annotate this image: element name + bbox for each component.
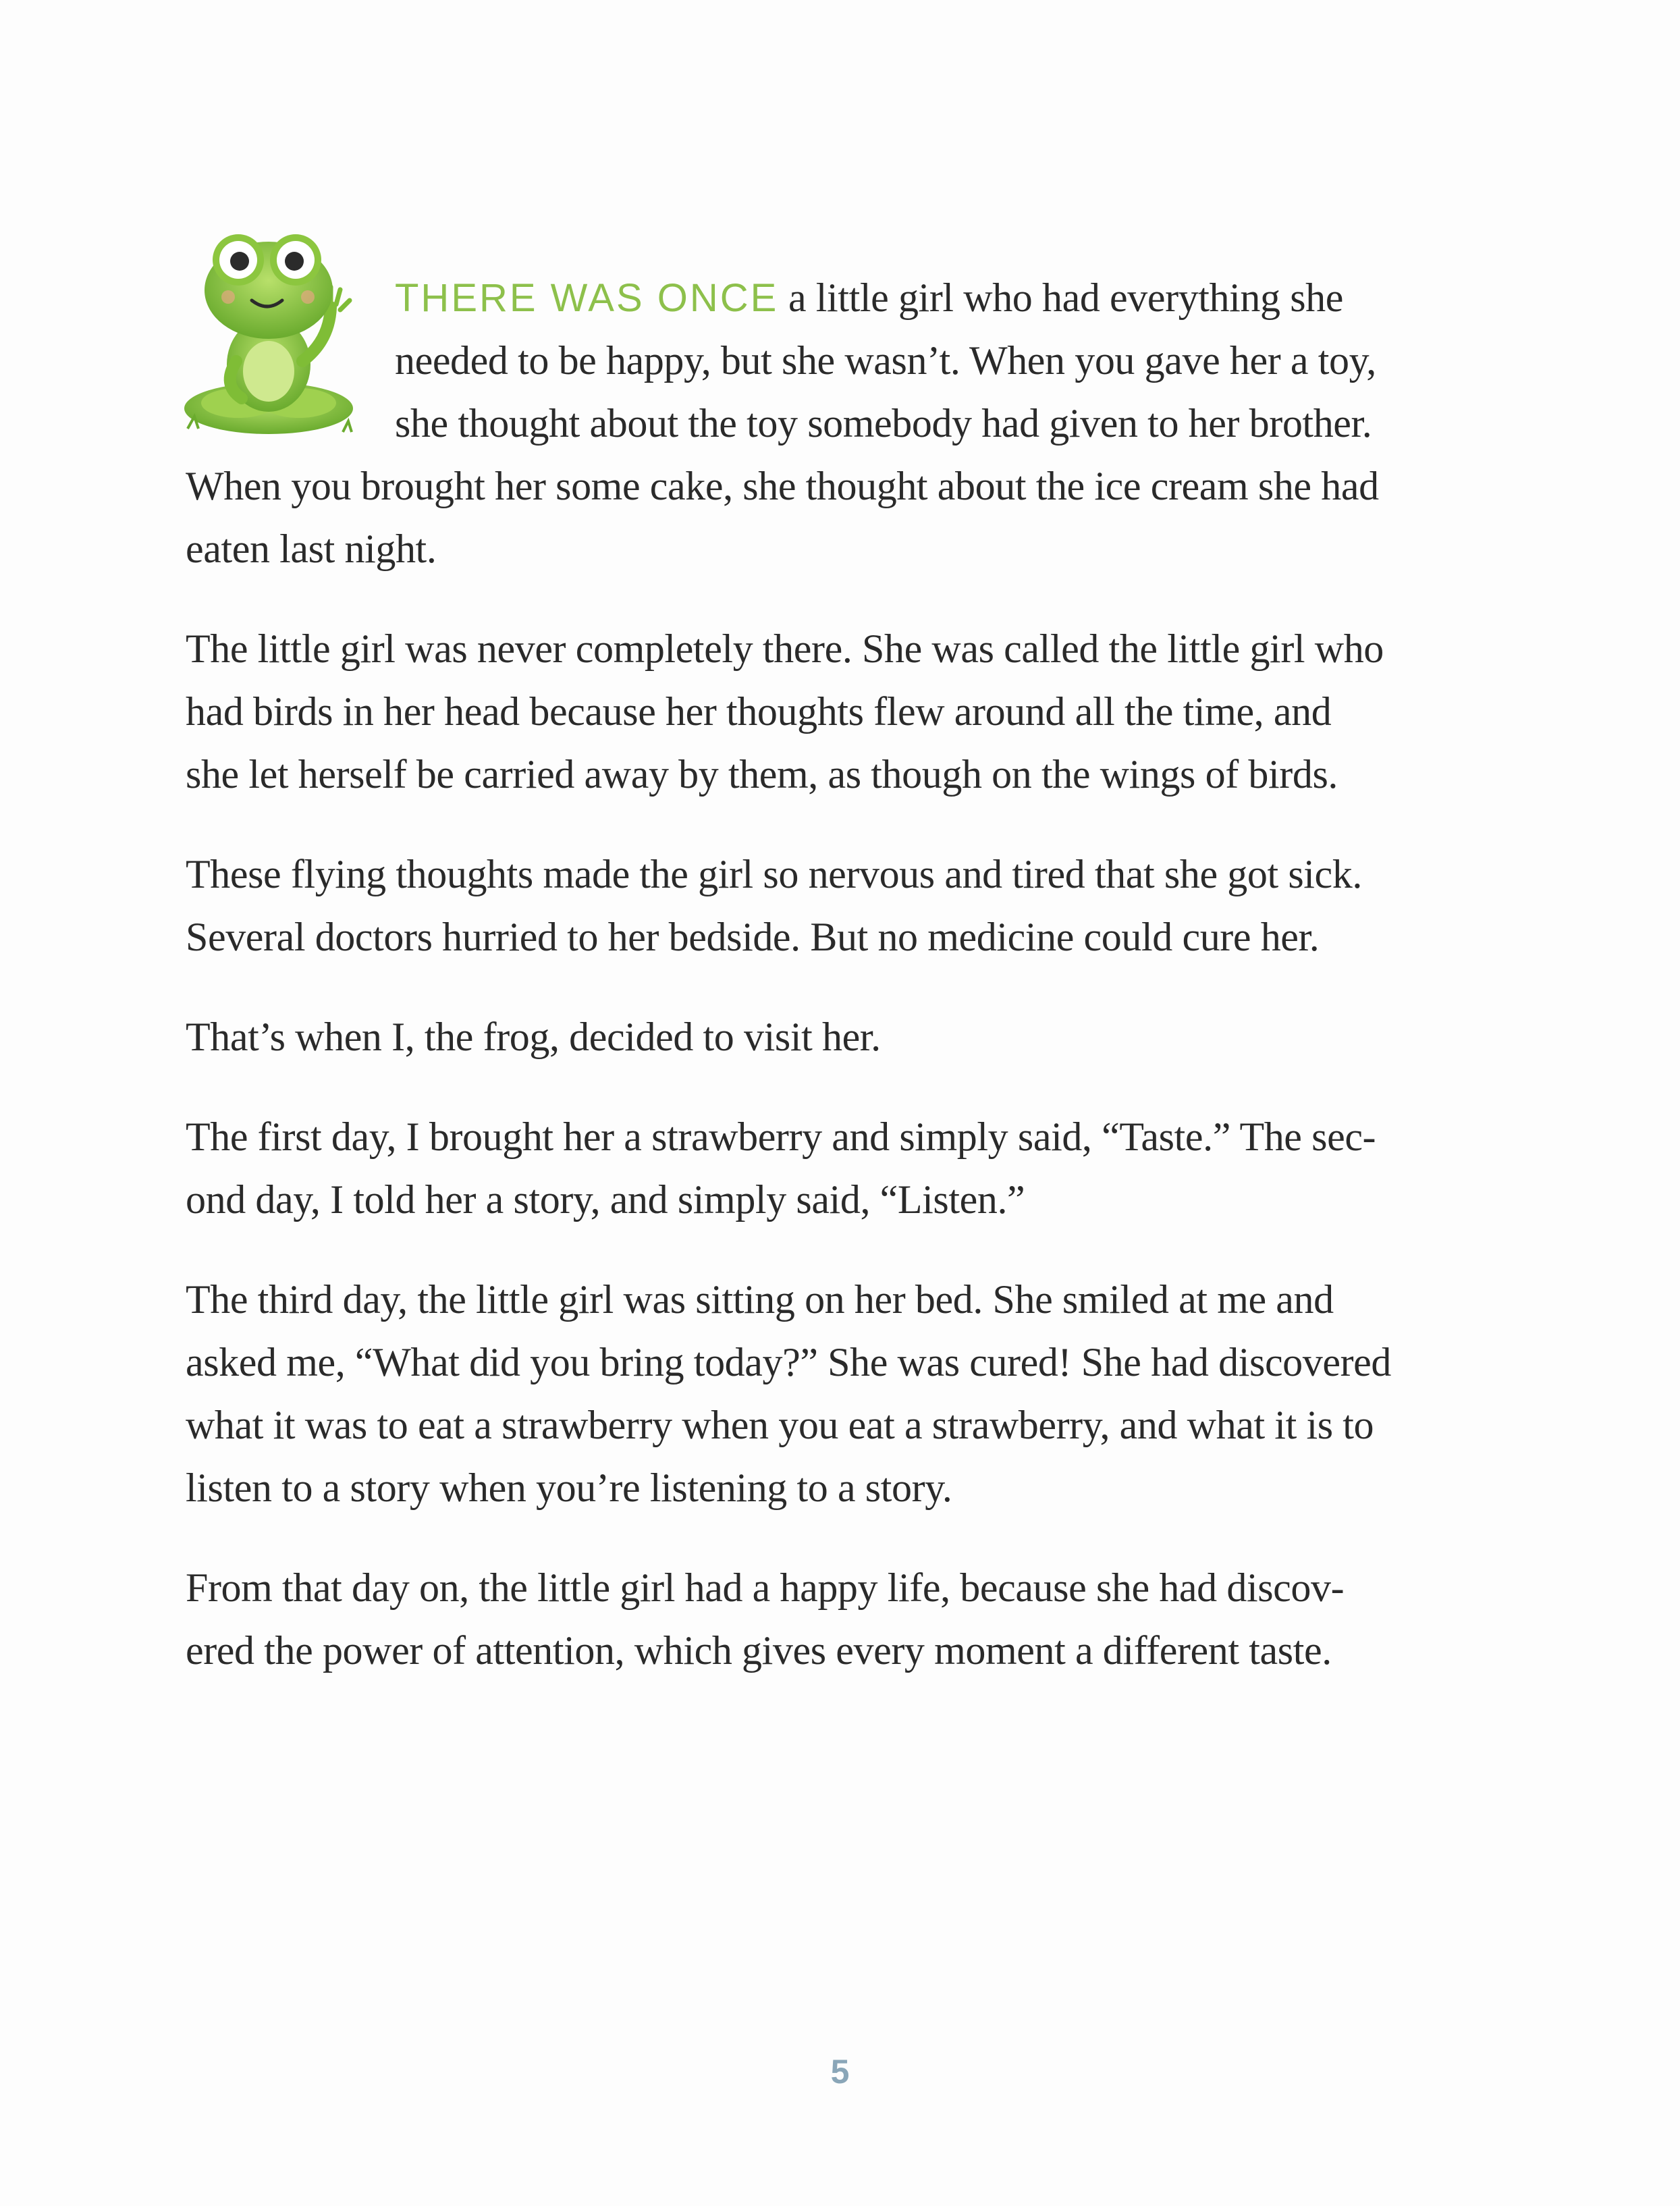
paragraph: From that day on, the little girl had a happy life, because she had discov- ered the power of attention, which gives every moment a different taste. (186, 1565, 1345, 1673)
paragraph: The third day, the little girl was sitting on her bed. She smiled at me and asked me, “What did you bring today?” She was cured! She had discovered what it was to eat a strawberry when you eat a strawberry, and what it is to listen to a story when you’re listening to a story. (186, 1277, 1392, 1510)
paragraph: These flying thoughts made the girl so nervous and tired that she got sick. Several doctors hurried to her bedside. But no medicine could cure her. (186, 852, 1362, 959)
paragraph: The little girl was never completely there. She was called the little girl who had birds in her head because her thoughts flew around all the time, and she let herself be carried away by them, as though on the wings of birds. (186, 626, 1384, 797)
intro-indented-lines (186, 267, 1522, 455)
paragraph: That’s when I, the frog, decided to visit her. (186, 1015, 881, 1059)
story-text (186, 267, 1522, 1719)
intro-line-1: a little girl who had everything she (778, 275, 1343, 320)
lead-in-text: THERE WAS ONCE (395, 276, 779, 320)
page-number: 5 (830, 2053, 850, 2091)
paragraph: The first day, I brought her a strawberry and simply said, “Taste.” The sec- ond day, I told her a story, and simply said, “Listen.” (186, 1114, 1376, 1222)
intro-line-3: she thought about the toy somebody had given to her brother. (395, 401, 1372, 446)
intro-line-2: needed to be happy, but she wasn’t. When you gave her a toy, (395, 338, 1376, 383)
intro-rest: When you brought her some cake, she thought about the ice cream she had eaten last night. (186, 464, 1379, 571)
paragraph-intro (186, 267, 1522, 581)
